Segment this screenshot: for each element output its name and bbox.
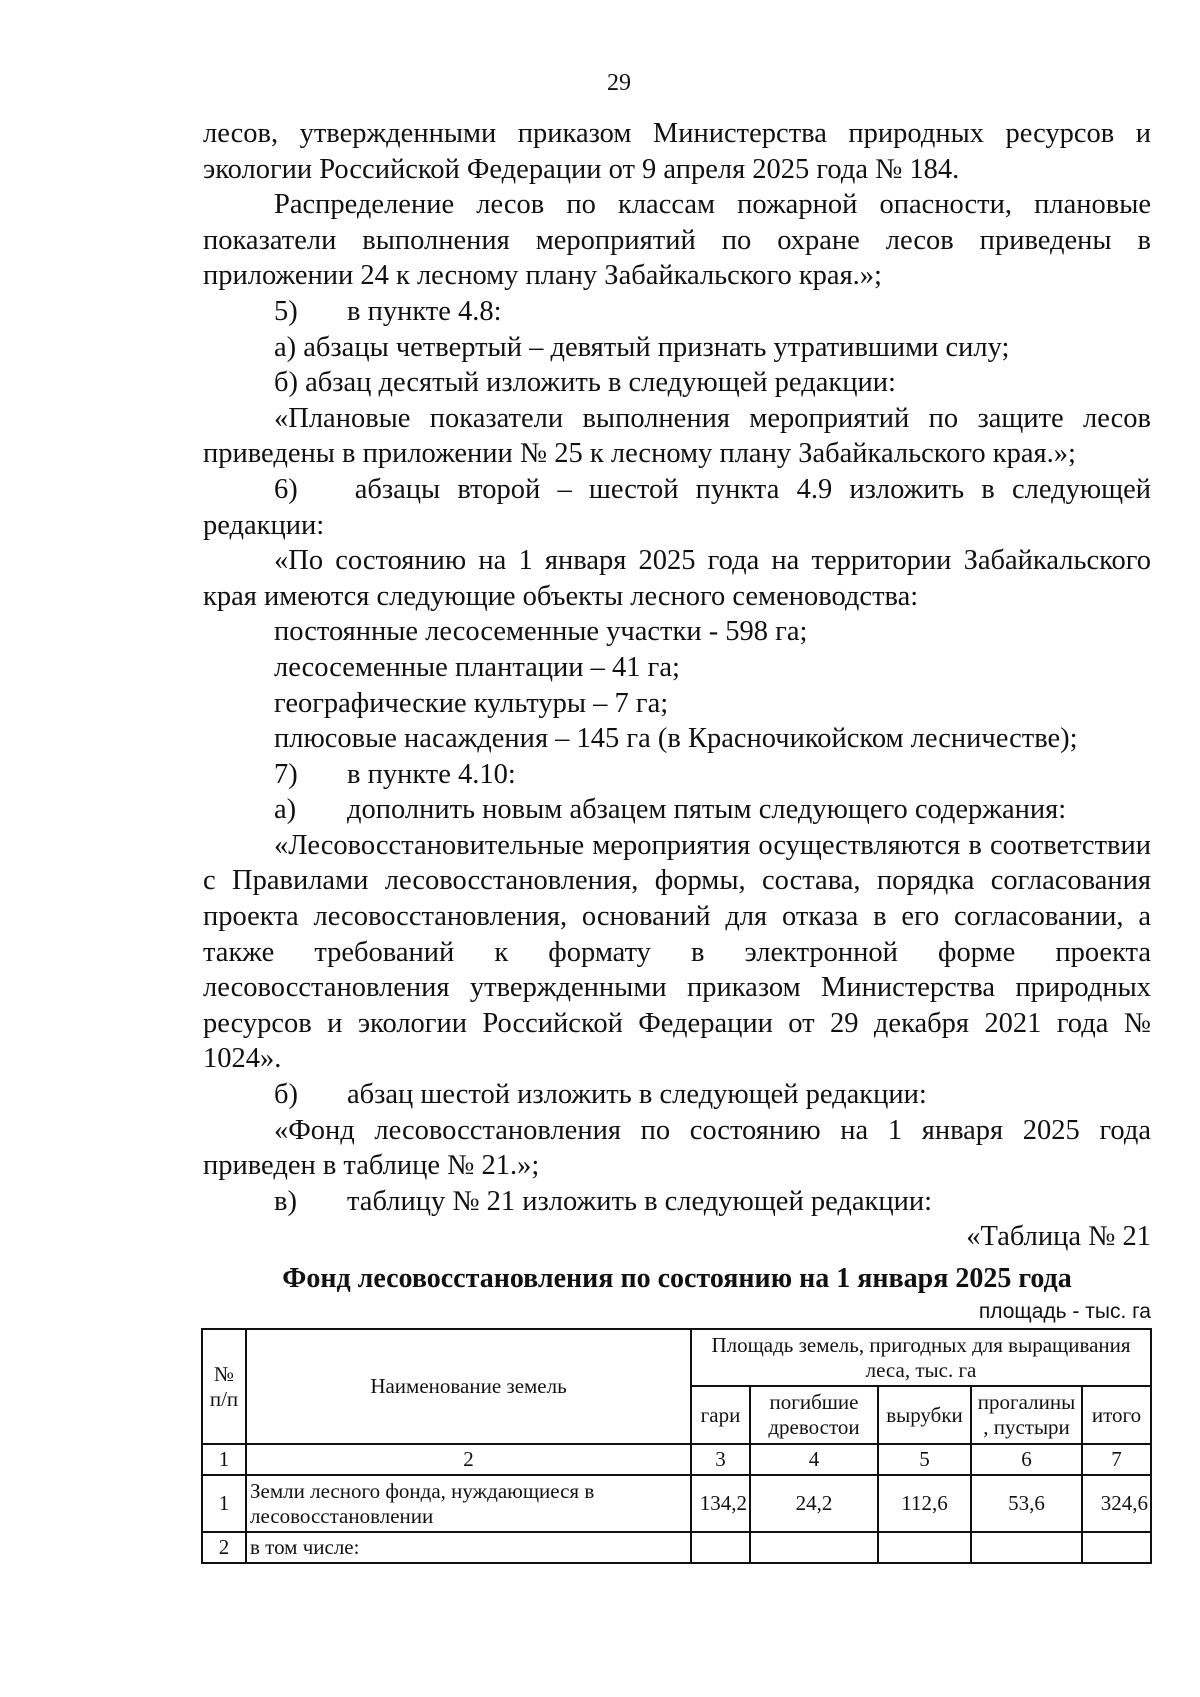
header-num: № п/п xyxy=(202,1329,246,1444)
value-cell: 24,2 xyxy=(750,1475,878,1532)
paragraph: «По состоянию на 1 января 2025 года на территории Забайкальского края имеются следующие объекты лесного семеноводства: xyxy=(203,545,1151,612)
row-name: Земли лесного фонда, нуждающиеся в лесовосстановлении xyxy=(246,1475,691,1532)
paragraph: «Плановые показатели выполнения мероприятий по защите лесов приведены в приложении № 25 к лесному плану Забайкальского края.»; xyxy=(203,402,1151,470)
index-cell: 4 xyxy=(750,1444,878,1475)
index-row xyxy=(202,1444,1151,1475)
paragraph: плюсовые насаждения – 145 га (в Красночикойском лесничестве); xyxy=(274,723,1078,755)
header-cell: погибшие древостои xyxy=(750,1386,878,1444)
list-item xyxy=(203,294,1151,330)
item-number: 5) xyxy=(274,295,298,327)
paragraph: лесов, утвержденными приказом Министерства природных ресурсов и экологии Российской Федерации от 9 апреля 2025 года № 184. xyxy=(203,118,1151,185)
table-row xyxy=(202,1475,1151,1532)
item-text: таблицу № 21 изложить в следующей редакции: xyxy=(347,1185,933,1217)
list-item xyxy=(203,757,1151,793)
value-cell: 134,2 xyxy=(691,1475,750,1532)
table-row xyxy=(202,1532,1151,1563)
row-name: в том числе: xyxy=(246,1532,691,1563)
list-item xyxy=(203,1077,1151,1113)
index-cell: 5 xyxy=(878,1444,971,1475)
body-text xyxy=(203,116,1151,1255)
item-number: б) xyxy=(274,1079,298,1111)
header-cell: итого xyxy=(1082,1386,1151,1444)
item-text: в пункте 4.10: xyxy=(347,758,516,790)
index-cell: 7 xyxy=(1082,1444,1151,1475)
header-cell: прогалины , пустыри xyxy=(971,1386,1082,1444)
index-cell: 3 xyxy=(691,1444,750,1475)
table-title: Фонд лесовосстановления по состоянию на 1 января 2025 года xyxy=(282,1263,1072,1294)
value-cell xyxy=(750,1532,878,1563)
paragraph: географические культуры – 7 га; xyxy=(274,687,669,719)
header-row xyxy=(202,1329,1151,1386)
item-number: в) xyxy=(274,1185,297,1217)
row-num: 2 xyxy=(202,1532,246,1563)
paragraph: а) абзацы четвертый – девятый признать утратившими силу; xyxy=(274,331,1010,363)
header-group: Площадь земель, пригодных для выращивания леса, тыс. га xyxy=(691,1329,1151,1386)
index-cell: 1 xyxy=(202,1444,246,1475)
paragraph: «Фонд лесовосстановления по состоянию на 1 января 2025 года приведен в таблице № 21.»; xyxy=(203,1114,1151,1182)
paragraph: б) абзац десятый изложить в следующей редакции: xyxy=(274,367,896,399)
paragraph: 6) абзацы второй – шестой пункта 4.9 изложить в следующей редакции: xyxy=(203,473,1151,541)
value-cell xyxy=(691,1532,750,1563)
page-number: 29 xyxy=(607,70,631,96)
value-cell: 112,6 xyxy=(878,1475,971,1532)
list-item xyxy=(203,1184,1151,1220)
table-reference: «Таблица № 21 xyxy=(966,1221,1151,1253)
index-cell: 2 xyxy=(246,1444,691,1475)
header-cell: вырубки xyxy=(878,1386,971,1444)
paragraph: лесосеменные плантации – 41 га; xyxy=(274,651,680,683)
value-cell: 324,6 xyxy=(1082,1475,1151,1532)
forest-fund-table xyxy=(201,1328,1152,1564)
paragraph: «Лесовосстановительные мероприятия осуществляются в соответствии с Правилами лесовосстановления, формы, состава, порядка согласования проекта лесовосстановления, оснований для отказа в его согласовании, а также требований к формату в электронной форме проекта лесовосстановления утвержденными приказом Министерства природных ресурсов и экологии Российской Федерации от 29 декабря 2021 года № 1024». xyxy=(203,829,1151,1075)
value-cell xyxy=(878,1532,971,1563)
table-units: площадь - тыс. га xyxy=(978,1300,1151,1323)
paragraph: постоянные лесосеменные участки - 598 га; xyxy=(274,616,808,648)
item-number: а) xyxy=(274,794,297,826)
header-name: Наименование земель xyxy=(246,1329,691,1444)
paragraph: Распределение лесов по классам пожарной опасности, плановые показатели выполнения мероприятий по охране лесов приведены в приложении 24 к лесному плану Забайкальского края.»; xyxy=(203,189,1151,292)
item-text: абзац шестой изложить в следующей редакции: xyxy=(347,1079,927,1111)
value-cell xyxy=(971,1532,1082,1563)
index-cell: 6 xyxy=(971,1444,1082,1475)
value-cell: 53,6 xyxy=(971,1475,1082,1532)
item-text: дополнить новым абзацем пятым следующего содержания: xyxy=(347,794,1067,826)
header-cell: гари xyxy=(691,1386,750,1444)
list-item xyxy=(203,792,1151,828)
item-number: 7) xyxy=(274,758,298,790)
value-cell xyxy=(1082,1532,1151,1563)
row-num: 1 xyxy=(202,1475,246,1532)
item-text: в пункте 4.8: xyxy=(347,295,502,327)
